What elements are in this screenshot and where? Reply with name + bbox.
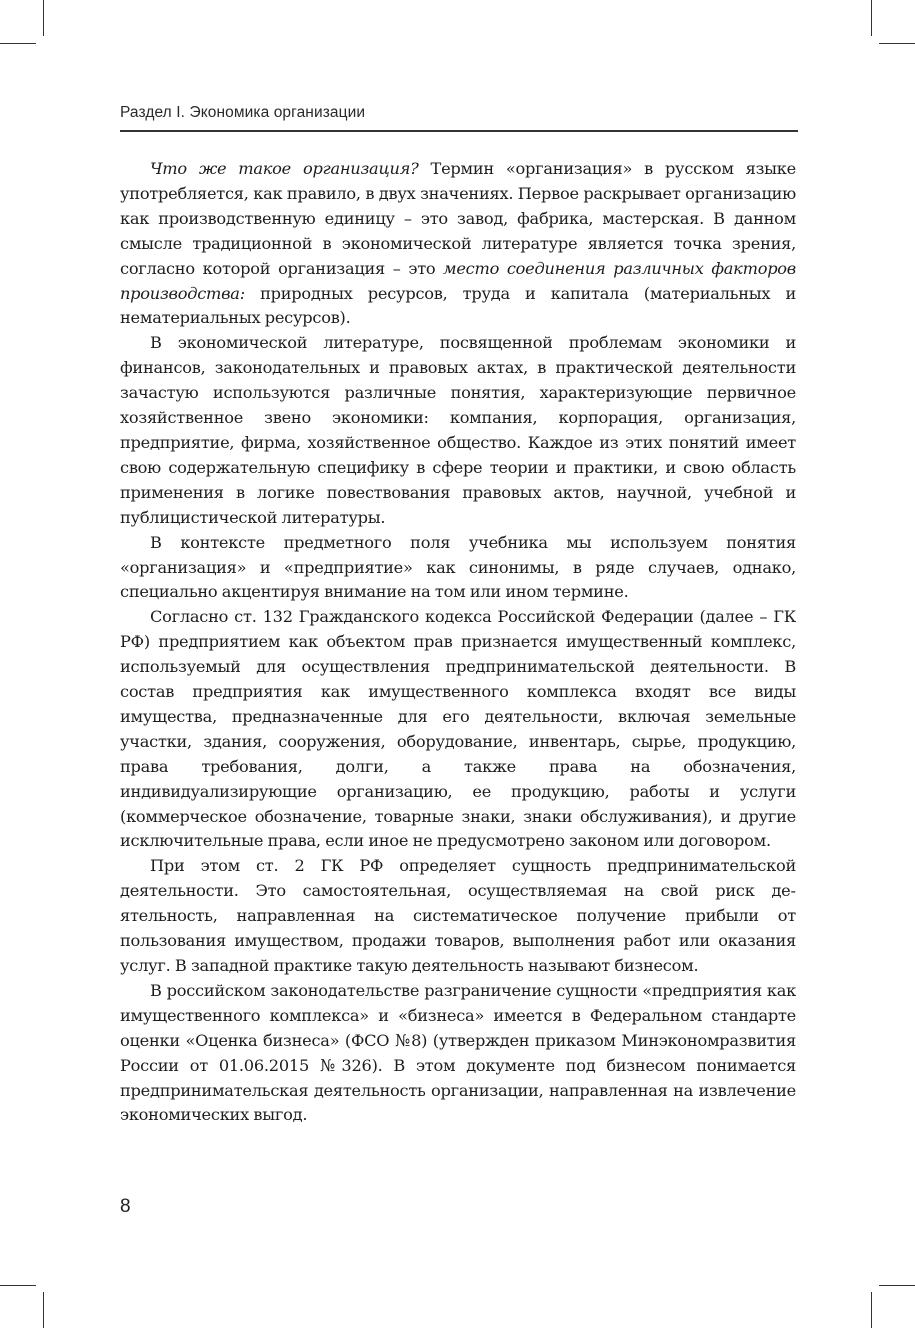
page-number: 8 [120, 1196, 131, 1217]
crop-mark [871, 0, 872, 36]
crop-mark [879, 1285, 915, 1286]
crop-mark [0, 43, 36, 44]
italic-lead: Что же такое организация? [150, 159, 419, 178]
paragraph: В российском законодательстве разграничение сущности «предприятия как имущественного комплекса» и «бизнеса» имеется в Федеральном стандарте оценки «Оценка бизнеса» (ФСО №8) (утвержден приказом Минэкономразвития России от 01.06.2015 №326). В этом документе под бизнесом понимается предпринимательская деятельность организации, направленная на извлечение экономических выгод. [120, 980, 796, 1125]
paragraph-text: природных ресурсов, труда и капитала (материальных и нематериальных ресурсов). [120, 283, 796, 328]
crop-mark [0, 1285, 36, 1286]
paragraph: Согласно ст. 132 Гражданского кодекса Российской Федерации (далее – ГК РФ) предприятием как объектом прав признается имущественный комплекс, используемый для осуществления предпринимательской деятельности. В состав предприятия как имущественного комплекса входят все виды имущества, предназначенные для его деятельности, включая земельные участки, здания, сооружения, оборудование, инвентарь, сырье, продукцию, права требования, долги, а также права на обозначения, индивидуализирующие организацию, ее продукцию, работы и услуги (коммерческое обозначение, товарные знаки, знаки обслуживания), и другие исключительные права, если иное не предусмотрено законом или договором. [120, 607, 796, 851]
crop-mark [43, 0, 44, 36]
paragraph: В контексте предметного поля учебника мы используем понятия «организация» и «предприятие» как синонимы, в ряде случаев, однако, специально акцентируя внимание на том или ином термине. [120, 532, 796, 602]
paragraph [120, 157, 796, 331]
italic-term: место соединения различных факторов производства: [120, 258, 796, 303]
page-body [120, 157, 796, 1128]
crop-mark [43, 1292, 44, 1328]
paragraph: В экономической литературе, посвященной проблемам экономики и финансов, законодательных и правовых актах, в практической деятельности зачастую используются различные понятия, характеризующие первичное хозяйственное звено экономики: компания, корпорация, организация, предприятие, фирма, хозяйственное общество. Каждое из этих понятий имеет свою содержательную специфику в сфере теории и практики, и свою область применения в логике повествования правовых актов, научной, учебной и публицистической литературы. [120, 333, 796, 527]
header-rule [120, 130, 798, 132]
crop-mark [871, 1292, 872, 1328]
paragraph: При этом ст. 2 ГК РФ определяет сущность предпринимательской деятельности. Это самостоятельная, осуществляемая на свой риск деятельность, направленная на систематическое получение прибыли от пользования имуществом, продажи товаров, выполнения работ или оказания услуг. В западной практике такую деятельность называют бизнесом. [120, 856, 796, 975]
running-header: Раздел I. Экономика организации [120, 104, 366, 121]
crop-mark [879, 43, 915, 44]
paragraph-text: Термин «организация» в русском языке употребляется, как правило, в двух значениях. Первое раскрывает организацию как производственную единицу – это завод, фабрика, мастерская. В данном смысле традиционной в экономической литературе является точка зрения, согласно которой организация – это [120, 159, 796, 278]
